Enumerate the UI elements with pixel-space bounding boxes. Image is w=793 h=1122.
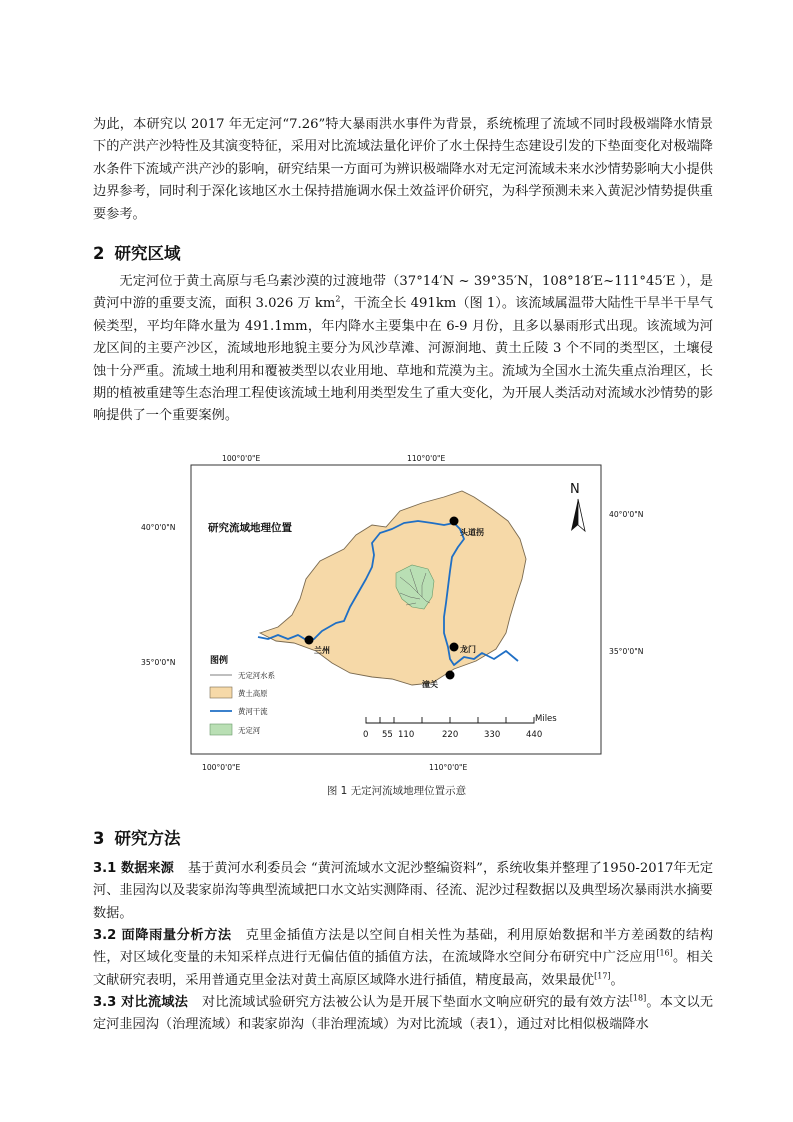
scale-tick-110: 110 bbox=[398, 730, 415, 740]
lon-label-100-top: 100°0'0"E bbox=[222, 454, 261, 463]
citation-16: [16] bbox=[656, 949, 673, 959]
city-marker-tongguan bbox=[446, 671, 455, 680]
section-3-1-number: 3.1 bbox=[93, 861, 117, 876]
map-title: 研究流域地理位置 bbox=[208, 522, 292, 534]
city-label-toudaoguai: 头道拐 bbox=[460, 528, 484, 537]
section-3-3-number: 3.3 bbox=[93, 995, 117, 1010]
section-3-heading bbox=[93, 825, 180, 849]
section-3-2-number: 3.2 bbox=[93, 928, 117, 943]
lat-label-35-left: 35°0'0"N bbox=[141, 658, 176, 667]
legend-label-wuding: 无定河 bbox=[238, 726, 261, 735]
section-3-3-heading bbox=[93, 995, 188, 1010]
citation-18: [18] bbox=[629, 993, 647, 1003]
north-label: N bbox=[570, 482, 580, 497]
section-3-number: 3 bbox=[93, 829, 105, 848]
section-2-text-b: ，干流全长 491km（图 1）。该流域属温带大陆性干旱半干旱气候类型，平均年降水量为 491.1mm，年内降水主要集中在 6-9 月份，且多以暴雨形式出现。该流域为河龙区间的主要产沙区，流域地形地貌主要分为风沙草滩、河源涧地、黄土丘陵 3 个不同的类型区，土壤侵蚀十分严重。流域土地利用和覆被类型以农业用地、草地和荒漠为主。流域为全国水土流失重点治理区，长期的植被重建等生态治理工程使该流域土地利用类型发生了重大变化，为开展人类活动对流域水沙情势的影响提供了一个重要案例。 bbox=[93, 296, 713, 424]
section-3-3-paragraph bbox=[93, 992, 713, 1037]
section-3-3-label: 对比流域法 bbox=[121, 995, 188, 1010]
citation-17: [17] bbox=[594, 971, 611, 981]
intro-paragraph: 为此，本研究以 2017 年无定河“7.26”特大暴雨洪水事件为背景，系统梳理了流域不同时段极端降水情景下的产洪产沙特性及其演变特征，采用对比流域法量化评价了水土保持生态建设引发的下垫面变化对极端降水条件下流域产洪产沙的影响，研究结果一方面可为辨识极端降水对无定河流域未来水沙情势影响大小提供边界参考，同时利于深化该地区水土保持措施调水保土效益评价研究，为科学预测未来入黄泥沙情势提供重要参考。 bbox=[93, 117, 713, 222]
section-2-text-a: 无定河位于黄土高原与毛乌素沙漠的过渡地带（37°14′N ~ 39°35′N，108°18′E~111°45′E ），是黄河中游的重要支流，面积 3.026 万 km bbox=[93, 274, 713, 312]
section-3-1-heading bbox=[93, 861, 174, 876]
section-3-title: 研究方法 bbox=[114, 829, 181, 848]
city-label-lanzhou: 兰州 bbox=[314, 646, 330, 655]
area-unit-superscript: 2 bbox=[335, 295, 341, 305]
lon-label-110-bottom: 110°0'0"E bbox=[429, 763, 468, 772]
study-area-map bbox=[141, 447, 644, 775]
legend-label-river-network: 无定河水系 bbox=[238, 671, 275, 680]
city-marker-toudaoguai bbox=[450, 517, 459, 526]
section-3-2-text-b: 。相关文献研究表明，采用普通克里金法对黄土高原区域降水进行插值，精度最高，效果最优 bbox=[93, 950, 714, 988]
section-3-2-text-a: 克里金插值方法是以空间自相关性为基础，利用原始数据和半方差函数的结构性，对区域化变量的未知采样点进行无偏估值的插值方法，在流域降水空间分布研究中广泛应用 bbox=[93, 928, 714, 966]
figure-1-caption: 图 1 无定河流域地理位置示意 bbox=[326, 785, 467, 797]
section-3-3-text-b: 。本文以无定河韭园沟（治理流域）和裴家峁沟（非治理流域）为对比流域（表1），通过对比相似极端降水 bbox=[93, 995, 714, 1033]
section-3-2-text-c: 。 bbox=[610, 972, 624, 988]
city-label-tongguan: 潼关 bbox=[422, 680, 438, 689]
city-label-longmen: 龙门 bbox=[460, 645, 476, 654]
lon-label-110-top: 110°0'0"E bbox=[407, 454, 446, 463]
scale-tick-55: 55 bbox=[382, 730, 393, 740]
legend-swatch-plateau bbox=[210, 687, 232, 698]
section-2-title: 研究区域 bbox=[114, 244, 181, 263]
legend-label-plateau: 黄土高原 bbox=[238, 689, 268, 698]
lon-label-100-bottom: 100°0'0"E bbox=[202, 763, 241, 772]
section-3-3-text-a: 对比流域试验研究方法被公认为是开展下垫面水文响应研究的最有效方法 bbox=[202, 995, 630, 1010]
lat-label-40-right: 40°0'0"N bbox=[609, 510, 644, 519]
city-marker-longmen bbox=[450, 643, 459, 652]
section-3-1-label: 数据来源 bbox=[121, 861, 174, 876]
section-3-2-heading bbox=[93, 928, 232, 943]
scale-tick-330: 330 bbox=[484, 730, 501, 740]
scale-tick-220: 220 bbox=[442, 730, 459, 740]
scale-tick-440: 440 bbox=[526, 730, 543, 740]
legend-label-yellow-river: 黄河干流 bbox=[238, 707, 268, 716]
section-2-heading bbox=[93, 240, 180, 264]
section-3-2-paragraph bbox=[93, 925, 713, 992]
city-marker-lanzhou bbox=[305, 636, 314, 645]
scale-tick-0: 0 bbox=[363, 730, 369, 740]
section-3-1-paragraph bbox=[93, 858, 713, 925]
legend-swatch-wuding bbox=[210, 724, 232, 735]
lat-label-35-right: 35°0'0"N bbox=[609, 647, 644, 656]
legend-title: 图例 bbox=[210, 656, 229, 666]
section-3-2-label: 面降雨量分析方法 bbox=[121, 928, 232, 943]
section-2-number: 2 bbox=[93, 244, 105, 263]
lat-label-40-left: 40°0'0"N bbox=[141, 523, 176, 532]
scale-unit: Miles bbox=[535, 714, 557, 724]
section-2-paragraph bbox=[93, 271, 713, 428]
section-3-1-text: 基于黄河水利委员会 “黄河流域水文泥沙整编资料”，系统收集并整理了1950-2017年无定河、韭园沟以及裴家峁沟等典型流域把口水文站实测降雨、径流、泥沙过程数据以及典型场次暴雨洪水摘要数据。 bbox=[93, 861, 714, 921]
